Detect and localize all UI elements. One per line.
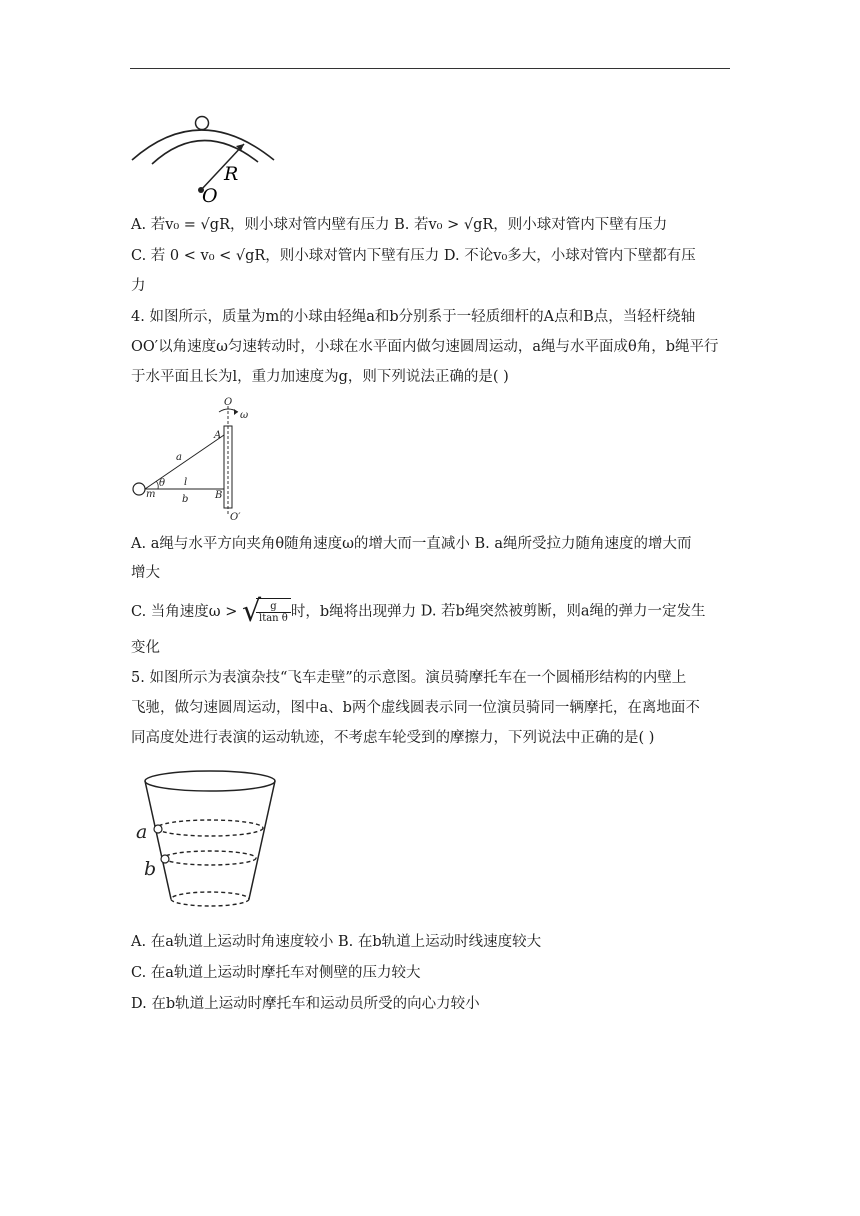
bucket-left-wall bbox=[145, 781, 171, 899]
q4-option-d[interactable]: D. 若b绳突然被剪断，则a绳的弹力一定发生 bbox=[420, 603, 706, 620]
marker-b bbox=[161, 855, 169, 863]
fraction bbox=[256, 601, 291, 624]
q4-stem-line-3: 于水平面且长为l，重力加速度为g，则下列说法正确的是( ) bbox=[131, 369, 509, 385]
fraction-numerator: g bbox=[256, 601, 291, 613]
tube-outer-arc bbox=[132, 130, 274, 160]
q3-option-d-cont: 力 bbox=[131, 278, 146, 294]
bucket-bottom bbox=[171, 892, 249, 906]
q4-stem-line-2: OO′以角速度ω匀速转动时，小球在水平面内做匀速圆周运动，a绳与水平面成θ角，b绳平行 bbox=[131, 339, 719, 355]
q5-option-b[interactable]: B. 在b轨道上运动时线速度较大 bbox=[337, 934, 542, 950]
q5-options-row-1 bbox=[131, 932, 541, 952]
q5-option-c[interactable]: C. 在a轨道上运动时摩托车对侧壁的压力较大 bbox=[131, 965, 421, 981]
bucket-rim bbox=[145, 771, 275, 791]
header-rule bbox=[130, 68, 730, 69]
q3-options-row-1 bbox=[131, 215, 667, 235]
q3-option-c[interactable]: C. 若 0 < v₀ < √gR，则小球对管内下壁有压力 bbox=[131, 248, 440, 264]
q4-option-b[interactable]: B. a绳所受拉力随角速度的增大而 bbox=[474, 536, 692, 552]
label-b: b bbox=[144, 858, 157, 880]
label-rope-b: b bbox=[182, 494, 189, 505]
q4-option-c-prefix: C. 当角速度ω > bbox=[131, 603, 238, 620]
q4-option-c[interactable] bbox=[131, 594, 421, 629]
tube-inner-arc bbox=[152, 140, 258, 164]
q5-stem-line-2: 飞驰，做匀速圆周运动，图中a、b两个虚线圆表示同一位演员骑同一辆摩托，在离地面不 bbox=[131, 700, 700, 716]
q5-stem-line-3: 同高度处进行表演的运动轨迹，不考虑车轮受到的摩擦力，下列说法中正确的是( ) bbox=[131, 730, 655, 746]
q4-option-b-cont: 增大 bbox=[131, 565, 160, 581]
label-rope-a: a bbox=[176, 452, 182, 463]
ball bbox=[196, 117, 209, 130]
fraction-denominator: ltan θ bbox=[259, 612, 288, 624]
label-omega: ω bbox=[240, 410, 249, 421]
q5-option-d[interactable]: D. 在b轨道上运动时摩托车和运动员所受的向心力较小 bbox=[131, 996, 480, 1012]
arrow-head bbox=[236, 144, 244, 151]
q4-options-row-2 bbox=[131, 594, 706, 629]
q4-option-a[interactable]: A. a绳与水平方向夹角θ随角速度ω的增大而一直减小 bbox=[131, 536, 470, 552]
bucket-right-wall bbox=[249, 781, 275, 899]
q5-option-a[interactable]: A. 在a轨道上运动时角速度较小 bbox=[131, 934, 334, 950]
sqrt-expression bbox=[242, 594, 291, 629]
sqrt-sign: √ bbox=[242, 594, 262, 629]
tube-figure bbox=[128, 112, 280, 204]
label-a: a bbox=[136, 821, 148, 843]
ball-m bbox=[133, 483, 145, 495]
track-a bbox=[157, 820, 263, 836]
q3-option-a[interactable]: A. 若v₀ = √gR，则小球对管内壁有压力 bbox=[131, 217, 390, 233]
q3-option-b[interactable]: B. 若v₀ > √gR，则小球对管内下壁有压力 bbox=[394, 217, 668, 233]
radius-label: R bbox=[224, 163, 239, 185]
marker-a bbox=[154, 825, 162, 833]
label-o-top: O bbox=[224, 397, 233, 408]
label-m: m bbox=[146, 489, 156, 500]
q4-option-c-suffix: 时，b绳将出现弹力 bbox=[290, 603, 417, 620]
theta-arc bbox=[156, 481, 158, 489]
q5-stem-line-1: 5. 如图所示为表演杂技“飞车走壁”的示意图。演员骑摩托车在一个圆桶形结构的内壁上 bbox=[131, 670, 687, 686]
rod-figure bbox=[128, 396, 258, 526]
q3-option-d[interactable]: D. 不论v₀多大，小球对管内下壁都有压 bbox=[443, 248, 696, 264]
label-o-bottom: O′ bbox=[230, 512, 241, 523]
label-a-point: A bbox=[214, 430, 222, 441]
label-theta: θ bbox=[159, 478, 166, 489]
q4-option-d-cont: 变化 bbox=[131, 640, 160, 656]
q4-stem-line-1: 4. 如图所示，质量为m的小球由轻绳a和b分别系于一轻质细杆的A点和B点，当轻杆绕轴 bbox=[131, 309, 696, 325]
track-b bbox=[164, 851, 256, 865]
label-b-point: B bbox=[215, 490, 223, 501]
q3-options-row-2 bbox=[131, 246, 696, 266]
label-l: l bbox=[184, 477, 188, 488]
sqrt-radicand bbox=[256, 598, 291, 625]
center-label: O bbox=[202, 185, 218, 204]
q4-options-row-1 bbox=[131, 534, 692, 554]
bucket-figure bbox=[128, 762, 298, 922]
rotation-arrow-head bbox=[234, 409, 238, 415]
